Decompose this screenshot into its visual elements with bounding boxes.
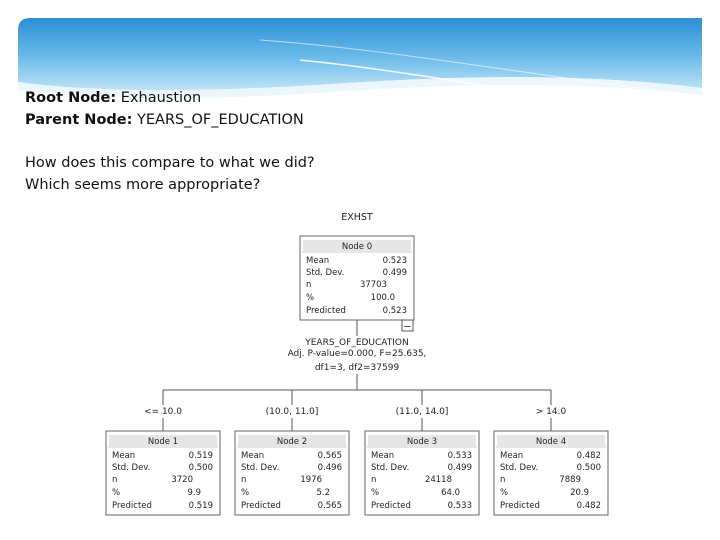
node-title: Node 1 — [147, 437, 179, 447]
row-label-n: n — [306, 280, 312, 290]
node-3-sd: 0.499 — [447, 463, 472, 473]
node-4-mean: 0.482 — [576, 451, 601, 461]
split-variable: YEARS_OF_EDUCATION — [305, 338, 409, 348]
row-label-sd: Std. Dev. — [241, 463, 280, 473]
row-label-mean: Mean — [371, 451, 395, 461]
row-label-sd: Std. Dev. — [306, 268, 345, 278]
root-pred: 0.523 — [382, 306, 407, 316]
row-label-n: n — [241, 475, 247, 485]
node-2-pred: 0.565 — [317, 501, 342, 511]
node-2-pct: 5.2 — [316, 488, 330, 498]
row-label-pct: % — [241, 488, 250, 498]
root-node-value: Exhaustion — [120, 90, 202, 106]
node-1-pred: 0.519 — [188, 501, 213, 511]
node-0 — [300, 236, 414, 320]
row-label-pred: Predicted — [306, 306, 346, 316]
node-2-sd: 0.496 — [317, 463, 342, 473]
question-2: Which seems more appropriate? — [25, 177, 261, 193]
node-title: Node 3 — [406, 437, 438, 447]
row-label-n: n — [500, 475, 506, 485]
node-title: Node 2 — [276, 437, 308, 447]
node-title: Node 0 — [341, 242, 373, 252]
node-1-sd: 0.500 — [188, 463, 213, 473]
node-4-n: 7889 — [559, 475, 581, 485]
parent-node-value: YEARS_OF_EDUCATION — [137, 112, 304, 128]
node-4-pred: 0.482 — [576, 501, 601, 511]
node-3-mean: 0.533 — [447, 451, 472, 461]
root-node-label: Root Node: — [25, 90, 117, 106]
row-label-mean: Mean — [112, 451, 136, 461]
node-3 — [365, 431, 479, 515]
parent-node-label: Parent Node: — [25, 112, 133, 128]
row-label-pred: Predicted — [371, 501, 411, 511]
root-n: 37703 — [359, 280, 387, 290]
branch-label-4: > 14.0 — [535, 407, 567, 417]
node-1-mean: 0.519 — [188, 451, 213, 461]
node-1-n: 3720 — [171, 475, 193, 485]
row-label-mean: Mean — [500, 451, 524, 461]
node-2-mean: 0.565 — [317, 451, 342, 461]
node-3-pct: 64.0 — [441, 488, 460, 498]
split-df: df1=3, df2=37599 — [314, 363, 400, 373]
root-pct: 100.0 — [370, 293, 395, 303]
node-2-n: 1976 — [300, 475, 322, 485]
row-label-pct: % — [306, 293, 315, 303]
node-1 — [106, 431, 220, 515]
row-label-pct: % — [500, 488, 509, 498]
target-label: EXHST — [341, 212, 373, 223]
collapse-toggle[interactable] — [402, 320, 413, 333]
row-label-pred: Predicted — [500, 501, 540, 511]
row-label-n: n — [112, 475, 118, 485]
row-label-mean: Mean — [241, 451, 265, 461]
node-2 — [235, 431, 349, 515]
row-label-pct: % — [371, 488, 380, 498]
node-4-sd: 0.500 — [576, 463, 601, 473]
row-label-sd: Std. Dev. — [112, 463, 151, 473]
node-4 — [494, 431, 608, 515]
branch-label-2: (10.0, 11.0] — [265, 407, 319, 417]
node-3-pred: 0.533 — [447, 501, 472, 511]
row-label-pred: Predicted — [241, 501, 281, 511]
node-title: Node 4 — [535, 437, 567, 447]
root-sd: 0.499 — [382, 268, 407, 278]
row-label-mean: Mean — [306, 256, 330, 266]
node-1-pct: 9.9 — [187, 488, 201, 498]
branch-label-3: (11.0, 14.0] — [395, 407, 449, 417]
row-label-pct: % — [112, 488, 121, 498]
row-label-n: n — [371, 475, 377, 485]
split-stats: Adj. P-value=0.000, F=25.635, — [287, 349, 427, 359]
branch-label-1: <= 10.0 — [144, 407, 182, 417]
node-3-n: 24118 — [424, 475, 452, 485]
collapse-icon: − — [403, 321, 412, 333]
row-label-sd: Std. Dev. — [371, 463, 410, 473]
row-label-sd: Std. Dev. — [500, 463, 539, 473]
question-1: How does this compare to what we did? — [25, 155, 315, 171]
node-4-pct: 20.9 — [570, 488, 589, 498]
row-label-pred: Predicted — [112, 501, 152, 511]
root-mean: 0.523 — [382, 256, 407, 266]
